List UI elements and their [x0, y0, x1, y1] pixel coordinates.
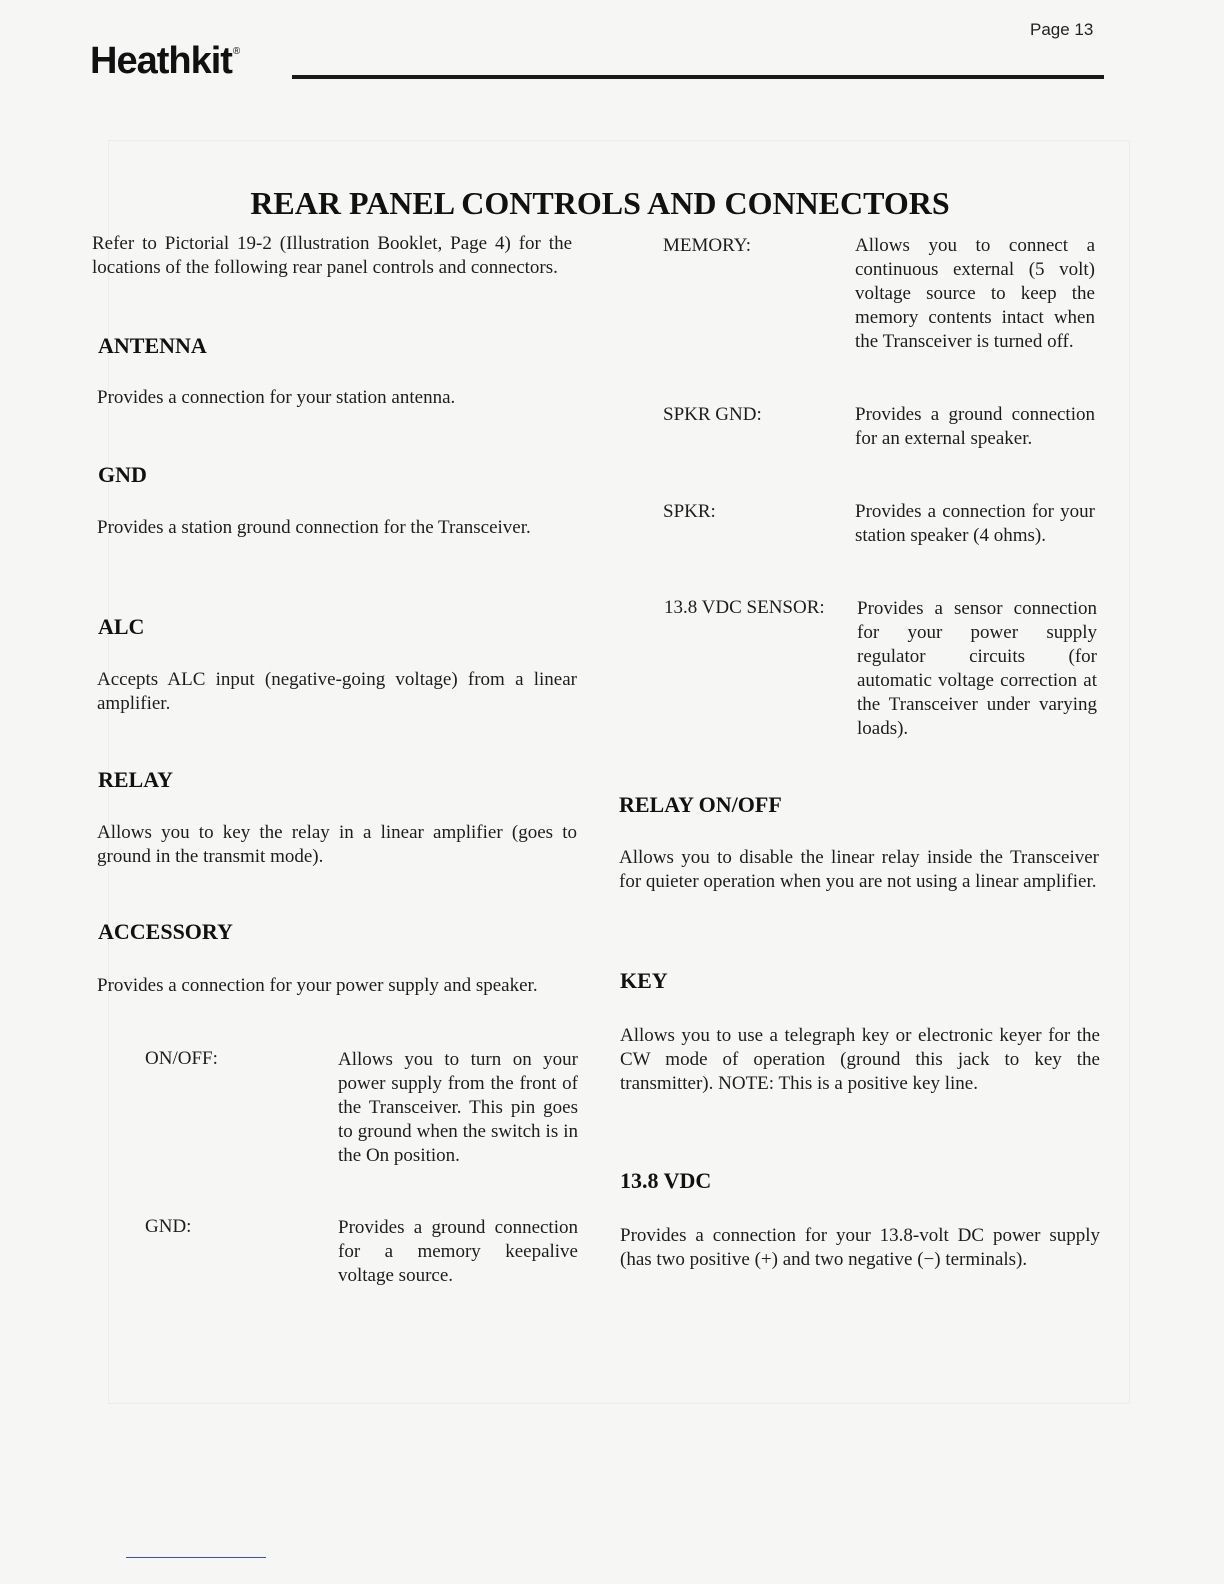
vdc-heading: 13.8 VDC	[620, 1168, 712, 1193]
vdc-description: Provides a connection for your 13.8-volt DC power supply (has two positive (+) and two negative (−) terminals).	[620, 1225, 1100, 1270]
accessory-gnd-description: Provides a ground connection for a memory keepalive voltage source.	[338, 1217, 578, 1286]
accessory-gnd-label: GND:	[145, 1216, 192, 1237]
memory-description: Allows you to connect a continuous external (5 volt) voltage source to keep the memory contents intact when the Transceiver is turned off.	[855, 235, 1095, 352]
key-heading: KEY	[620, 968, 668, 993]
antenna-description: Provides a connection for your station antenna.	[97, 387, 456, 408]
gnd-heading: GND	[98, 462, 147, 487]
accessory-heading: ACCESSORY	[98, 919, 233, 944]
alc-description: Accepts ALC input (negative-going voltage) from a linear amplifier.	[97, 669, 577, 714]
brand-name: Heathkit	[90, 40, 232, 82]
brand-logo	[90, 40, 239, 83]
relay-onoff-description: Allows you to disable the linear relay inside the Transceiver for quieter operation when you are not using a linear amplifier.	[619, 847, 1099, 892]
alc-heading: ALC	[98, 614, 145, 639]
brand-registered-mark: ®	[232, 46, 240, 57]
accessory-onoff-description: Allows you to turn on your power supply from the front of the Transceiver. This pin goes to ground when the switch is in the On position.	[338, 1049, 578, 1166]
page-number: Page 13	[1030, 20, 1094, 39]
spkr-gnd-label: SPKR GND:	[663, 404, 762, 425]
header-rule	[292, 75, 1104, 79]
accessory-description: Provides a connection for your power supply and speaker.	[97, 975, 538, 996]
vdc-sensor-description: Provides a sensor connection for your power supply regulator circuits (for automatic voltage correction at the Transceiver under varying loads).	[857, 598, 1097, 739]
memory-label: MEMORY:	[663, 235, 751, 256]
relay-onoff-heading: RELAY ON/OFF	[619, 792, 782, 817]
footer-line	[126, 1557, 266, 1558]
intro-paragraph: Refer to Pictorial 19-2 (Illustration Booklet, Page 4) for the locations of the following rear panel controls and connectors.	[92, 233, 572, 278]
page-title: REAR PANEL CONTROLS AND CONNECTORS	[250, 185, 950, 222]
key-description: Allows you to use a telegraph key or electronic keyer for the CW mode of operation (ground this jack to key the transmitter). NOTE: This is a positive key line.	[620, 1025, 1100, 1094]
vdc-sensor-label: 13.8 VDC SENSOR:	[664, 597, 825, 618]
antenna-heading: ANTENNA	[98, 333, 207, 358]
spkr-gnd-description: Provides a ground connection for an external speaker.	[855, 404, 1095, 449]
spkr-label: SPKR:	[663, 501, 716, 522]
gnd-description: Provides a station ground connection for the Transceiver.	[97, 517, 531, 538]
relay-description: Allows you to key the relay in a linear amplifier (goes to ground in the transmit mode).	[97, 822, 577, 867]
accessory-onoff-label: ON/OFF:	[145, 1048, 218, 1069]
relay-heading: RELAY	[98, 767, 173, 792]
spkr-description: Provides a connection for your station speaker (4 ohms).	[855, 501, 1095, 546]
